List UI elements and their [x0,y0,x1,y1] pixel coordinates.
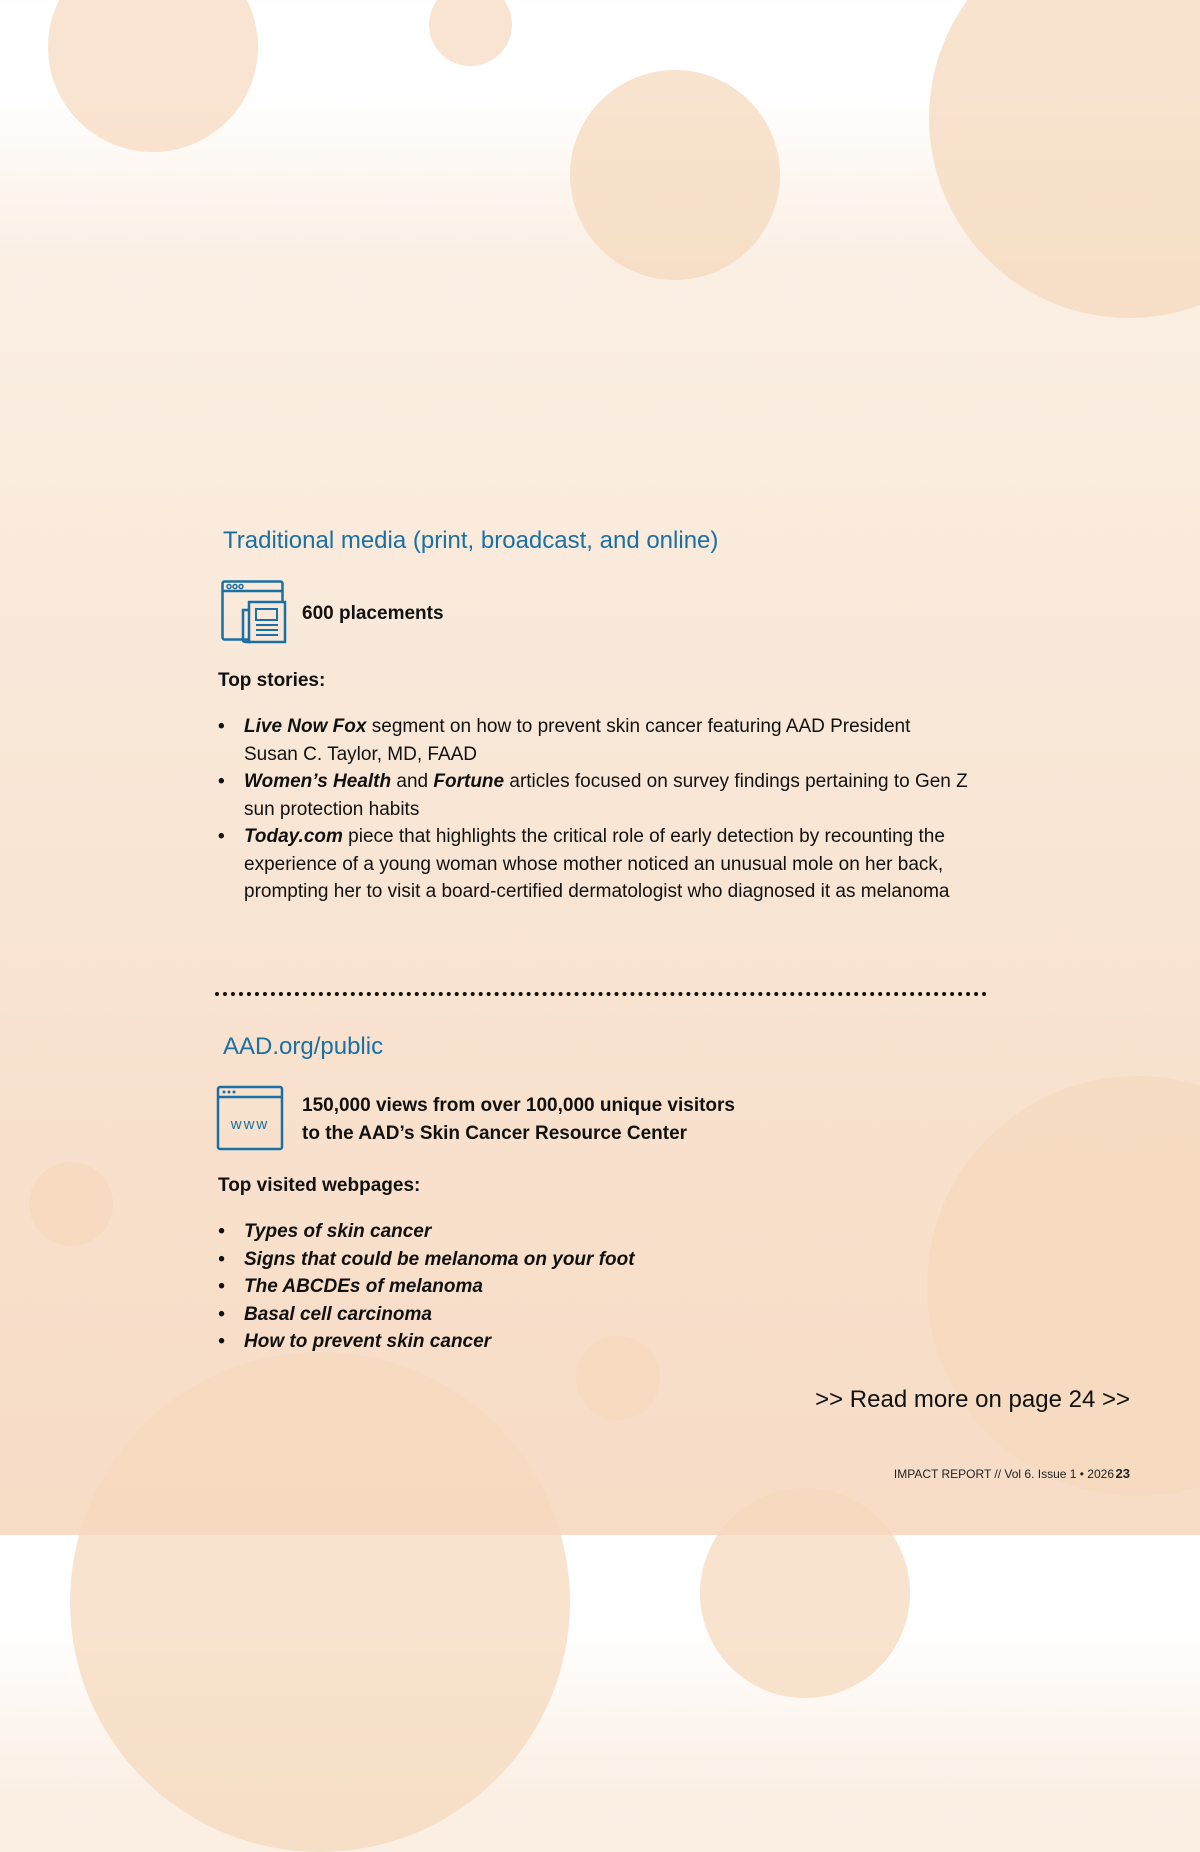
conjunction: and [391,771,434,792]
read-more-link[interactable]: >> Read more on page 24 >> [815,1386,1130,1413]
list-item[interactable]: • Types of skin cancer [218,1218,818,1246]
placements-stat: 600 placements [302,603,444,624]
outlet-name: Today.com [244,826,343,847]
views-stat [302,1092,822,1148]
list-item [218,823,968,906]
views-stat-line2: to the AAD’s Skin Cancer Resource Center [302,1123,688,1144]
list-item[interactable]: • The ABCDEs of melanoma [218,1273,818,1301]
outlet-name: Women’s Health [244,771,392,792]
decorative-circle [700,1488,910,1698]
top-stories-list [218,713,968,906]
top-stories-heading: Top stories: [218,670,326,691]
top-webpages-list [218,1218,818,1356]
section-title-traditional-media: Traditional media (print, broadcast, and online) [223,527,719,554]
page-number: 23 [1115,1466,1130,1481]
www-browser-icon [216,1085,284,1153]
decorative-circle [429,0,512,66]
decorative-circle [70,1352,570,1852]
top-webpages-heading: Top visited webpages: [218,1175,421,1196]
www-label: www [230,1116,270,1133]
list-item [218,768,968,823]
list-item [218,713,968,768]
views-stat-line1: 150,000 views from over 100,000 unique visitors [302,1095,736,1116]
list-item[interactable]: • Signs that could be melanoma on your foot [218,1246,818,1274]
outlet-name: Fortune [433,771,505,792]
list-item[interactable]: • How to prevent skin cancer [218,1328,818,1356]
decorative-circle [929,0,1200,318]
decorative-circle [48,0,258,152]
list-item[interactable]: • Basal cell carcinoma [218,1301,818,1329]
story-description: piece that highlights the critical role of early detection by recounting the experience of a young woman whose mother noticed an unusual mole on her back, prompting her to visit a board-certified dermatologist who diagnosed it as melanoma [244,826,950,902]
decorative-circle [570,70,780,280]
newspaper-browser-icon [221,580,287,644]
footer-text: IMPACT REPORT // Vol 6. Issue 1 • 2026 [893,1467,1114,1481]
decorative-circle [29,1162,113,1246]
decorative-circle [927,1076,1200,1496]
outlet-name: Live Now Fox [244,716,367,737]
section-title-aad-public: AAD.org/public [223,1033,384,1060]
dotted-divider [215,992,987,996]
story-description: segment on how to prevent skin cancer featuring AAD President Susan C. Taylor, MD, FAAD [244,716,911,765]
story-description: articles focused on survey findings pertaining to Gen Z sun protection habits [244,771,968,820]
